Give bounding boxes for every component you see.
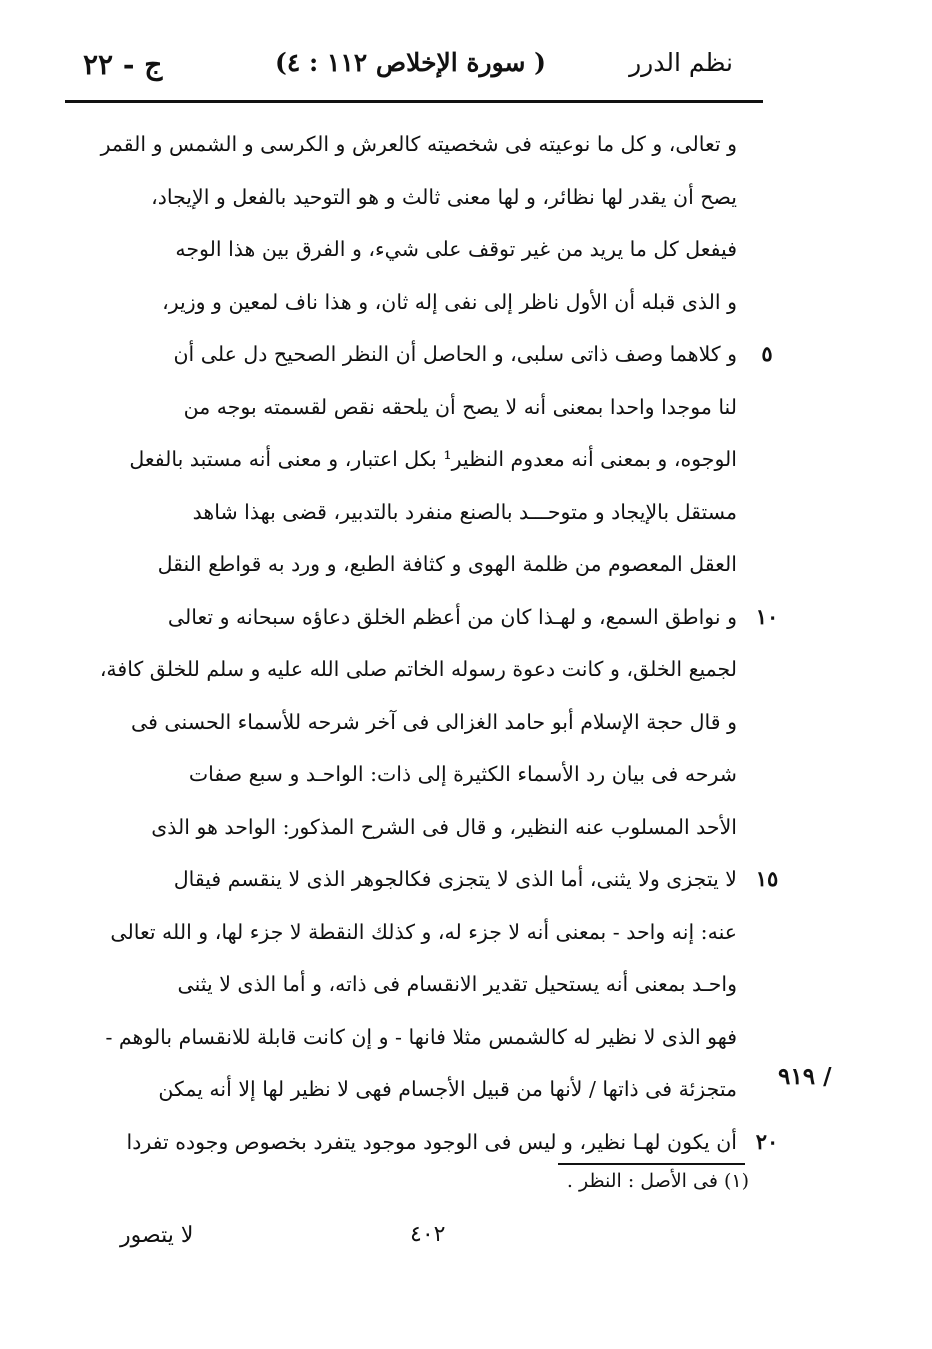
text-line: الأحد المسلوب عنه النظير، و قال فى الشرح المذكور: الواحد هو الذى: [151, 814, 737, 839]
text-line: و كلاهما وصف ذاتى سلبى، و الحاصل أن النظر الصحيح دل على أن: [173, 342, 737, 366]
text-line: عنه: إنه واحد - بمعنى أنه لا جزء له، و كذلك النقطة لا جزء لها، و الله تعالى: [110, 919, 737, 944]
text-line: لا يتجزى ولا يثنى، أما الذى لا يتجزى فكالجوهر الذى لا ينقسم فيقال: [173, 867, 737, 891]
book-title: نظم الدرر: [629, 48, 733, 77]
text-line: شرحه فى بيان رد الأسماء الكثيرة إلى ذات: الواحـد و سبع صفات: [188, 762, 737, 786]
line-number: ١٥: [755, 866, 779, 891]
line-number: ١٠: [755, 603, 779, 629]
text-line: الوجوه، و بمعنى أنه معدوم النظير¹ بكل اعتبار، و معنى أنه مستبد بالفعل: [129, 447, 737, 471]
text-line: العقل المعصوم من ظلمة الهوى و كثافة الطبع، و ورد به قواطع النقل: [157, 552, 737, 576]
footnote-rule: [558, 1163, 745, 1165]
main-text: [95, 118, 779, 1168]
text-line: لنا موجدا واحدا بمعنى أنه لا يصح أن يلحقه نقص لقسمته بوجه من: [183, 394, 737, 419]
text-line: و قال حجة الإسلام أبو حامد الغزالى فى آخر شرحه للأسماء الحسنى فى: [131, 709, 737, 734]
line-number: ٥: [761, 341, 773, 366]
text-line: و تعالى، و كل ما نوعيته فى شخصيته كالعرش و الكرسى و الشمس و القمر: [100, 132, 737, 156]
text-line: فيفعل كل ما يريد من غير توقف على شيء، و الفرق بين هذا الوجه: [175, 237, 737, 261]
footnote: (١) فى الأصل : النظر .: [566, 1170, 749, 1192]
text-line: و نواطق السمع، و لهـذا كان من أعظم الخلق دعاؤه سبحانه و تعالى: [167, 604, 737, 629]
text-line: فهو الذى لا نظير له كالشمس مثلا فانها - و إن كانت قابلة للانقسام بالوهم -: [105, 1024, 737, 1049]
line-number: ٢٠: [755, 1128, 779, 1154]
manuscript-folio-marker: ٩١٩ /: [778, 1063, 832, 1090]
surah-reference: ( سورة الإخلاص ١١٢ : ٤): [275, 48, 546, 77]
header-rule: [65, 100, 763, 103]
running-header: [65, 40, 763, 90]
text-line: متجزئة فى ذاتها / لأنها من قبيل الأجسام فهى لا نظير لها إلا أنه يمكن: [158, 1077, 737, 1101]
catchword: لا يتصور: [120, 1223, 194, 1248]
page-number: ٤٠٢: [410, 1222, 446, 1247]
text-line: و الذى قبله أن الأول ناظر إلى نفى إله ثان، و هذا ناف لمعين و وزير،: [162, 289, 737, 314]
text-line: لجميع الخلق، و كانت دعوة رسوله الخاتم صلى الله عليه و سلم للخلق كافة،: [99, 657, 737, 681]
text-line: أن يكون لهـا نظير، و ليس فى الوجود موجود يتفرد بخصوص وجوده تفردا: [126, 1129, 737, 1154]
text-line: مستقل بالإيجاد و متوحـــد بالصنع منفرد بالتدبير، قضى بهذا شاهد: [192, 499, 737, 524]
volume-label: ج - ٢٢: [83, 48, 163, 81]
text-line: يصح أن يقدر لها نظائر، و لها معنى ثالث و هو التوحيد بالفعل و الإيجاد،: [151, 184, 737, 209]
text-line: واحـد بمعنى أنه يستحيل تقدير الانقسام فى ذاته، و أما الذى لا يثنى: [177, 972, 737, 996]
